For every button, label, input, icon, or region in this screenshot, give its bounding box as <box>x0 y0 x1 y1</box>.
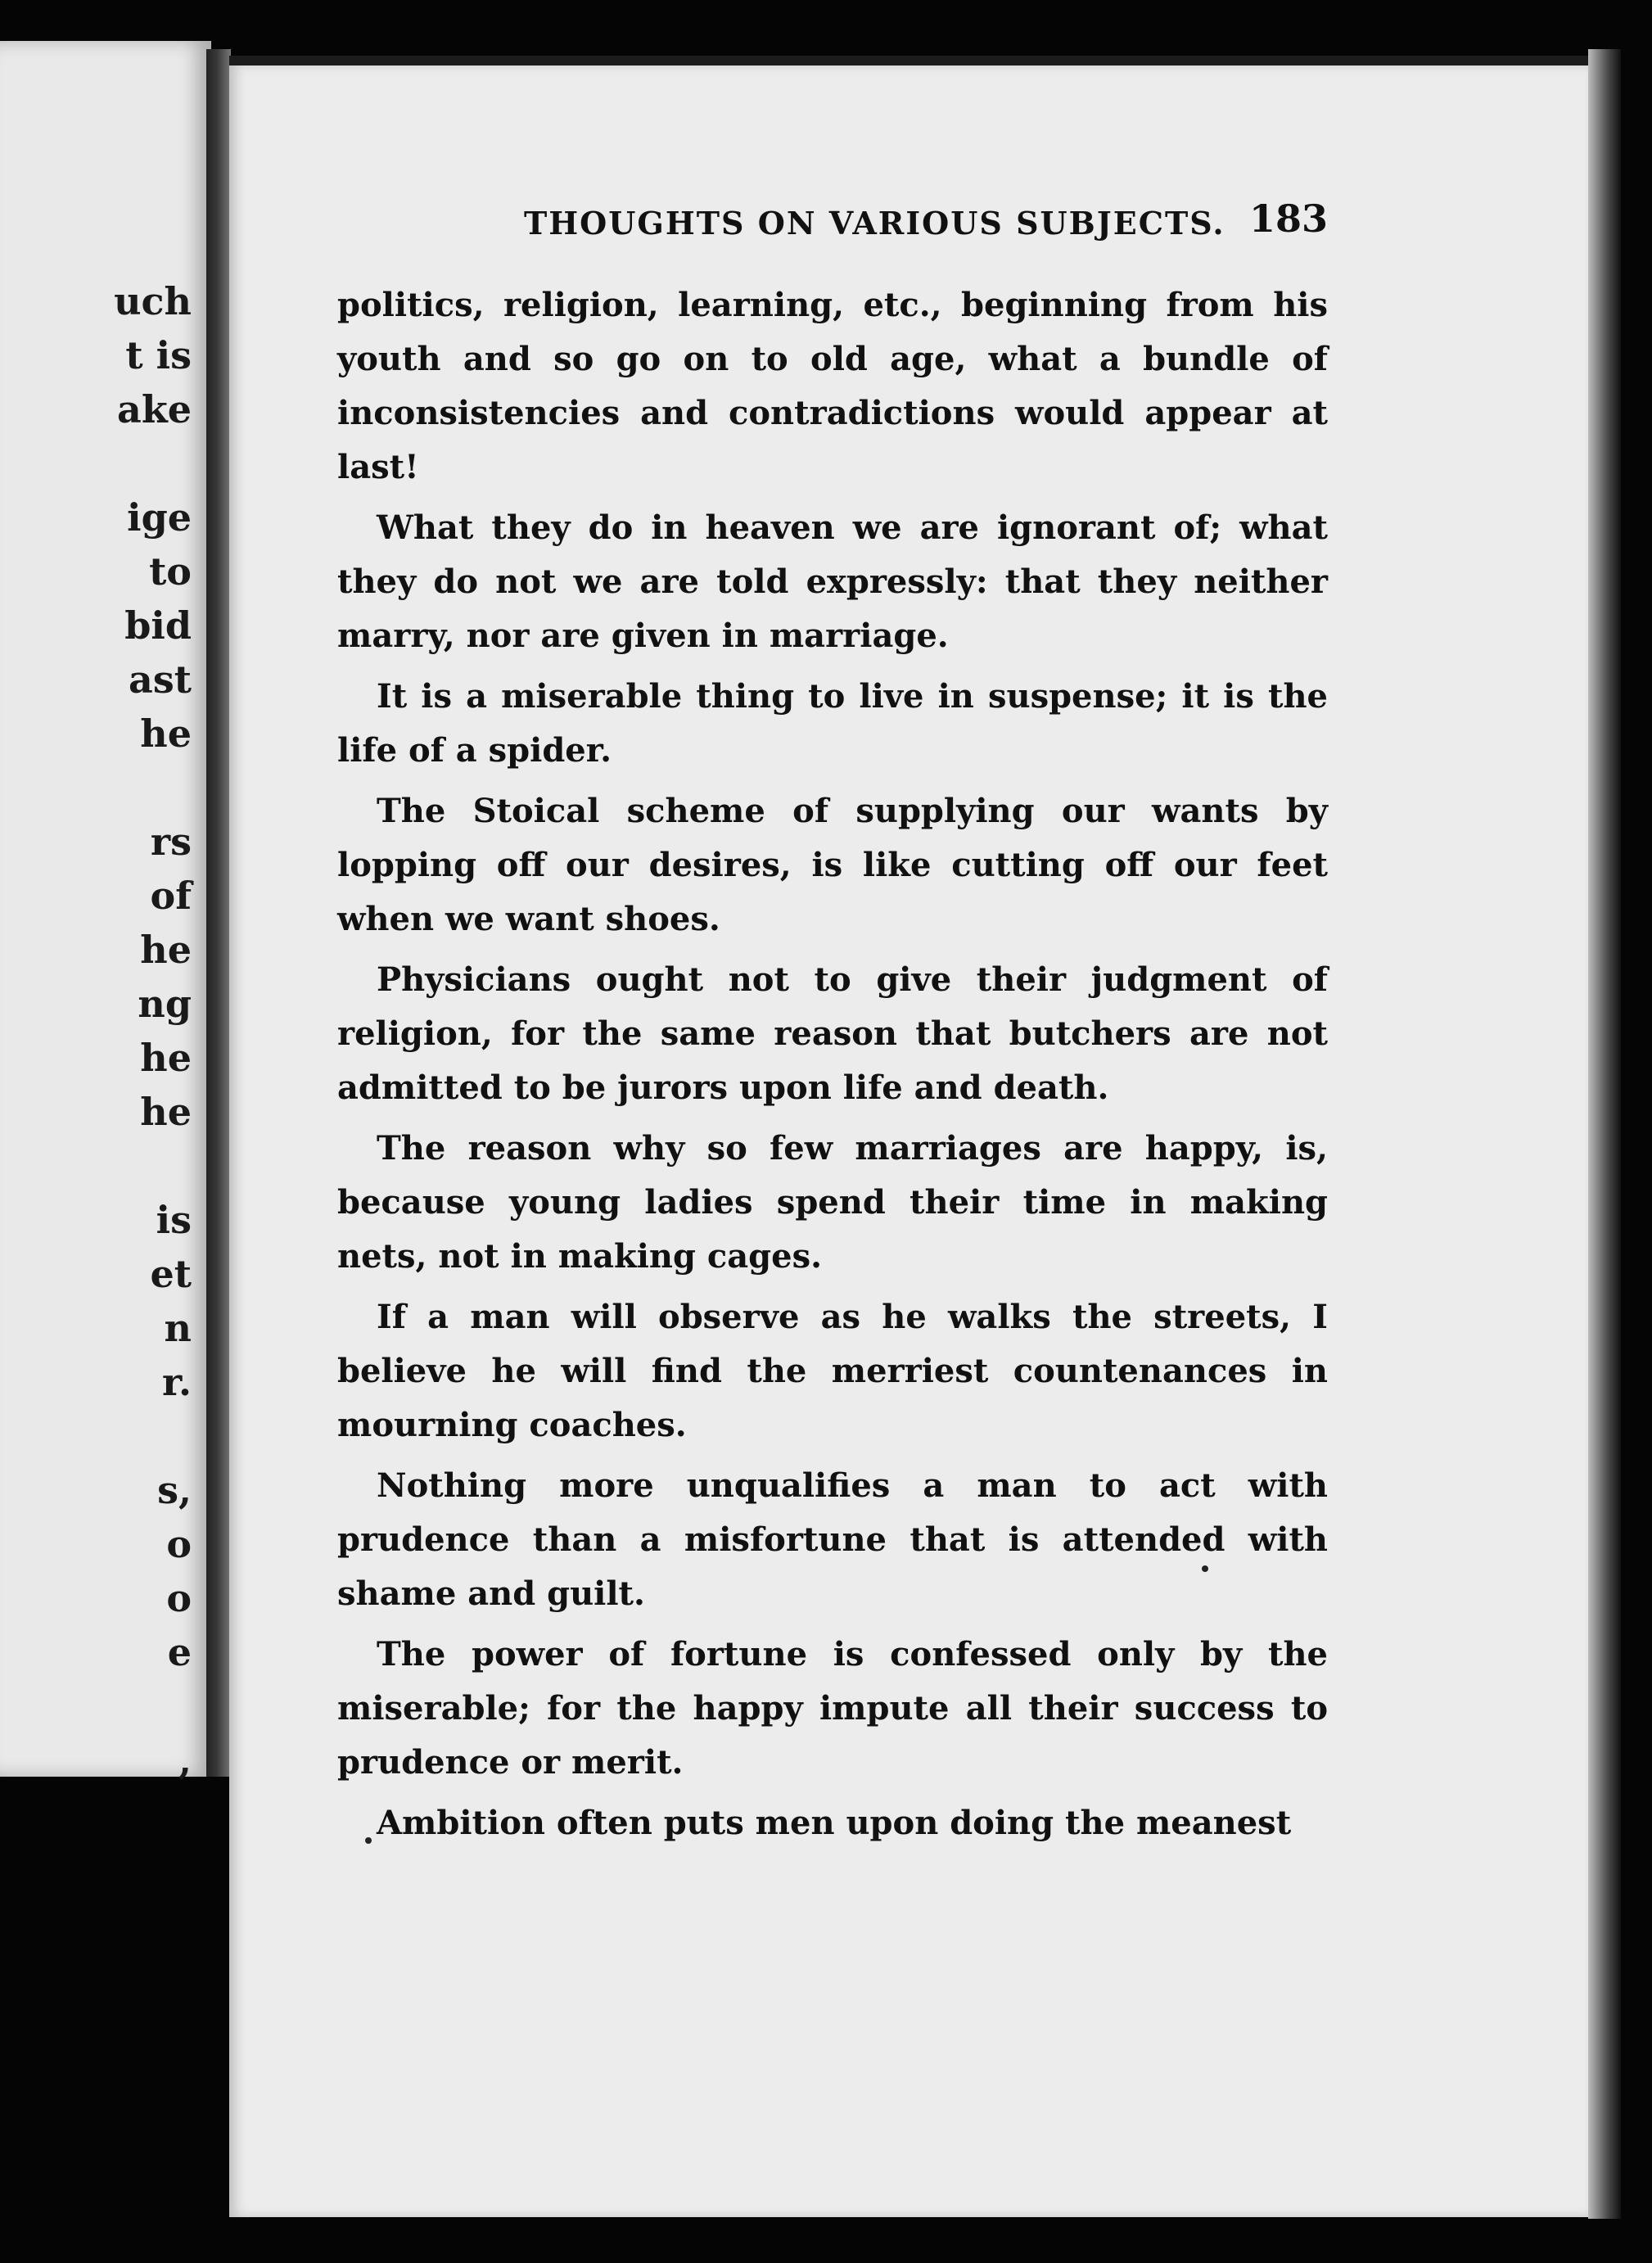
left-fragment: s, <box>157 1468 192 1512</box>
left-fragment <box>28 436 192 490</box>
left-fragment: o <box>166 1522 192 1566</box>
left-page-text-fragments <box>28 274 192 1787</box>
page-edge-shadow <box>1588 49 1621 2219</box>
page-header <box>295 195 1328 260</box>
left-fragment <box>28 1679 192 1733</box>
left-fragment: ake <box>117 387 192 431</box>
left-fragment: he <box>140 1036 192 1080</box>
left-fragment: e <box>167 1630 192 1674</box>
left-facing-page <box>0 41 211 1782</box>
left-fragment: o <box>166 1576 192 1620</box>
paragraph: Physicians ought not to give their judgment of religion, for the same reason that butchers are not admitted to be jurors upon life and death. <box>337 960 1328 1107</box>
page-number: 183 <box>1248 196 1328 241</box>
paragraph: The reason why so few marriages are happy, is, because young ladies spend their time in making nets, not in making cages. <box>337 1129 1328 1276</box>
book-binding-gutter <box>206 49 231 1777</box>
scan-speck <box>1202 1565 1208 1572</box>
page-top-shadow <box>229 56 1588 65</box>
left-fragment: n <box>164 1306 192 1350</box>
left-fragment: rs <box>150 820 192 864</box>
paragraph: The power of fortune is confessed only by the miserable; for the happy impute all their success to prudence or merit. <box>337 1635 1328 1782</box>
paragraph: Ambition often puts men upon doing the meanest <box>377 1804 1292 1842</box>
left-fragment: of <box>150 874 192 918</box>
paragraph: The Stoical scheme of supplying our wants by lopping off our desires, is like cutting off our feet when we want shoes. <box>337 792 1328 938</box>
left-fragment: ast <box>129 657 192 702</box>
left-fragment: he <box>140 711 192 756</box>
body-text <box>337 278 1328 1857</box>
left-fragment: ng <box>138 982 192 1026</box>
scan-speck <box>365 1837 372 1844</box>
left-fragment: ige <box>127 495 192 540</box>
left-fragment: et <box>150 1252 192 1296</box>
left-fragment: r. <box>161 1360 192 1404</box>
paragraph: If a man will observe as he walks the streets, I believe he will find the merriest countenances in mourning coaches. <box>337 1298 1328 1444</box>
running-title: THOUGHTS ON VARIOUS SUBJECTS. <box>524 205 1225 242</box>
left-fragment: , <box>178 1738 192 1782</box>
left-fragment: uch <box>114 279 192 323</box>
left-fragment: bid <box>124 603 192 648</box>
paragraph: What they do in heaven we are ignorant of; what they do not we are told expressly: that they neither marry, nor are given in marriage. <box>337 508 1328 655</box>
left-fragment: he <box>140 928 192 972</box>
paragraph: It is a miserable thing to live in suspense; it is the life of a spider. <box>337 677 1328 770</box>
left-fragment <box>28 761 192 815</box>
left-fragment: is <box>156 1198 192 1242</box>
left-fragment <box>28 1409 192 1463</box>
left-fragment: to <box>149 549 192 594</box>
left-fragment: t is <box>125 333 192 377</box>
paragraph: politics, religion, learning, etc., beginning from his youth and so go on to old age, what a bundle of inconsistencies and contradictions would appear at last! <box>337 286 1328 486</box>
paragraph: Nothing more unqualifies a man to act with prudence than a misfortune that is attended with shame and guilt. <box>337 1466 1328 1613</box>
left-fragment: he <box>140 1090 192 1134</box>
left-fragment <box>28 1139 192 1193</box>
